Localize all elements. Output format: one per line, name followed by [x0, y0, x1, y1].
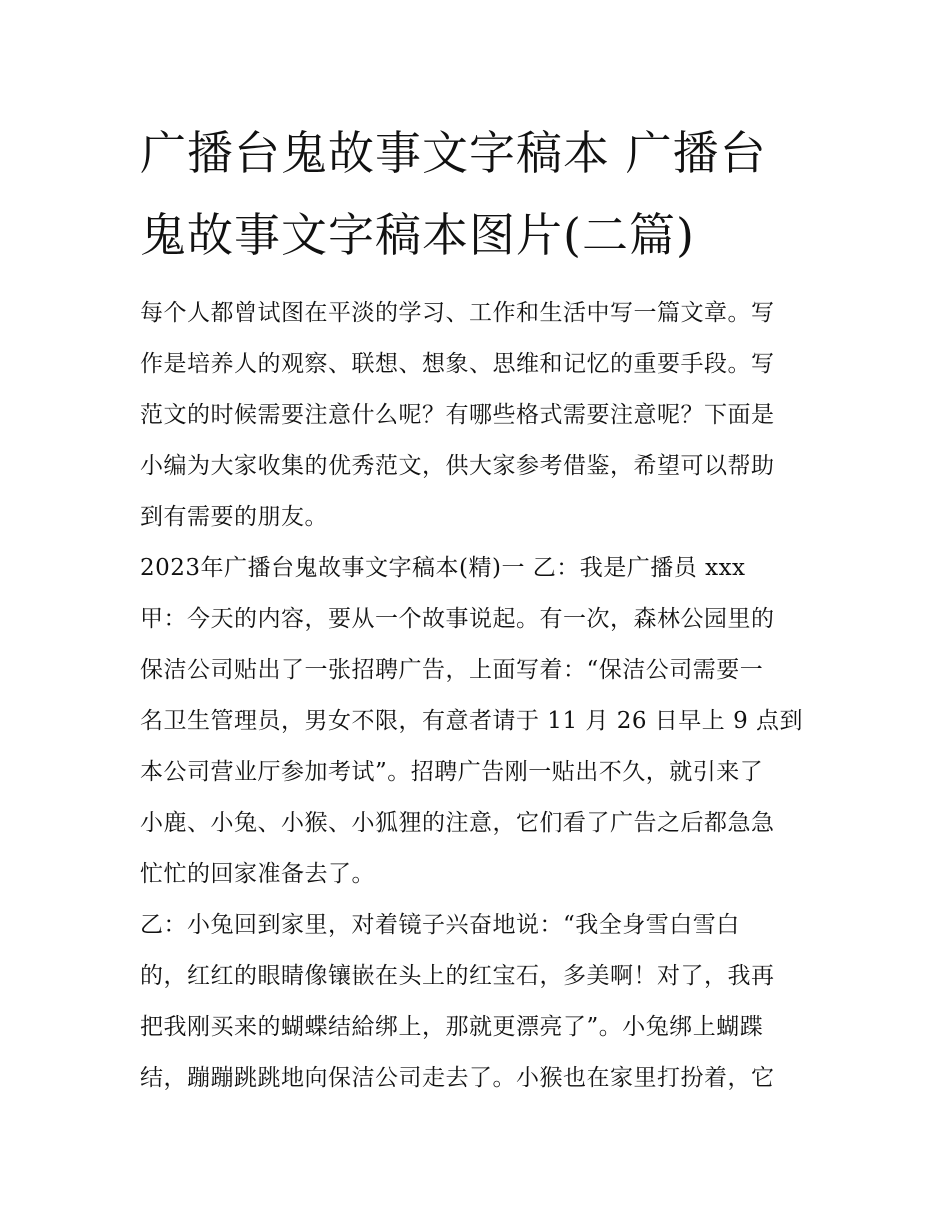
text-line: 的，红红的眼睛像镶嵌在头上的红宝石，多美啊！对了，我再	[140, 963, 775, 989]
text-line: 范文的时候需要注意什么呢？有哪些格式需要注意呢？下面是	[140, 402, 775, 428]
text-line: 把我刚买来的蝴蝶结給绑上，那就更漂亮了”。小兔绑上蝴蹀	[140, 1014, 764, 1040]
text-line: 乙：小兔回到家里，对着镜子兴奋地说：“我全身雪白雪白	[140, 912, 740, 938]
paragraph-intro	[140, 288, 815, 543]
title-line: 鬼故事文字稿本图片(二篇)	[140, 208, 695, 262]
text-line: 甲：今天的内容，要从一个故事说起。有一次，森林公园里的	[140, 606, 775, 632]
paragraph-story-part1	[140, 543, 815, 900]
text-line: 小编为大家收集的优秀范文，供大家参考借鉴，希望可以帮助	[140, 453, 775, 479]
text-line: 到有需要的朋友。	[140, 504, 328, 530]
title-line: 广播台鬼故事文字稿本 广播台	[140, 126, 767, 180]
text-line: 小鹿、小兔、小猴、小狐狸的注意，它们看了广告之后都急急	[140, 810, 775, 836]
document-body	[140, 112, 815, 1104]
text-line: 每个人都曾试图在平淡的学习、工作和生活中写一篇文章。写	[140, 300, 775, 326]
paragraph-story-part2	[140, 900, 815, 1104]
text-line: 作是培养人的观察、联想、想象、思维和记忆的重要手段。写	[140, 351, 775, 377]
text-line: 2023年广播台鬼故事文字稿本(精)一 乙：我是广播员 xxx	[140, 555, 746, 581]
text-line: 名卫生管理员，男女不限，有意者请于 11 月 26 日早上 9 点到	[140, 708, 804, 734]
text-line: 忙忙的回家准备去了。	[140, 861, 375, 887]
text-line: 本公司营业厅参加考试”。招聘广告刚一贴出不久，就引来了	[140, 759, 764, 785]
document-title	[140, 112, 815, 276]
text-line: 保洁公司贴出了一张招聘广告，上面写着：“保洁公司需要一	[140, 657, 764, 683]
text-line: 结，蹦蹦跳跳地向保洁公司走去了。小猴也在家里打扮着，它	[140, 1065, 775, 1091]
